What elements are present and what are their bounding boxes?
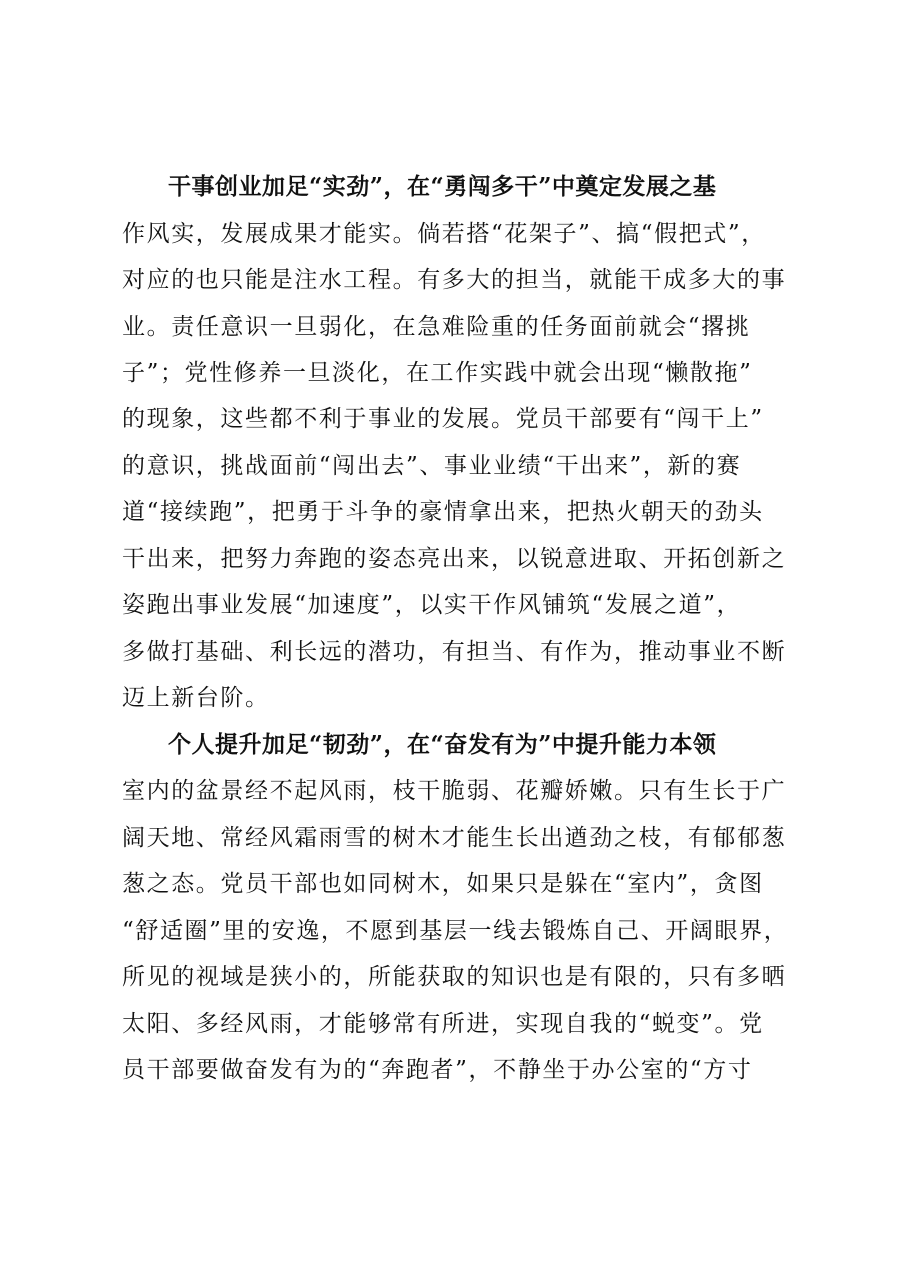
paragraph-line: “舒适圈”里的安逸，不愿到基层一线去锻炼自己、开阔眼界， <box>122 918 789 944</box>
paragraph-line: 多做打基础、利长远的潜功，有担当、有作为，推动事业不断 <box>122 639 787 665</box>
section-heading: 干事创业加足“实劲”，在“勇闯多干”中奠定发展之基 <box>168 173 717 200</box>
paragraph-line: 室内的盆景经不起风雨，枝干脆弱、花瓣娇嫩。只有生长于广 <box>122 778 787 804</box>
paragraph-line: 员干部要做奋发有为的“奔跑者”，不静坐于办公室的“方寸 <box>122 1057 753 1083</box>
paragraph-line: 所见的视域是狭小的，所能获取的知识也是有限的，只有多晒 <box>122 964 787 990</box>
paragraph-line: 道“接续跑”，把勇于斗争的豪情拿出来，把热火朝天的劲头 <box>122 499 764 525</box>
paragraph-line: 阔天地、常经风霜雨雪的树木才能生长出遒劲之枝，有郁郁葱 <box>122 825 787 851</box>
paragraph-line: 干出来，把努力奔跑的姿态亮出来，以锐意进取、开拓创新之 <box>122 546 787 572</box>
section-heading: 个人提升加足“韧劲”，在“奋发有为”中提升能力本领 <box>168 731 717 758</box>
paragraph-line: 迈上新台阶。 <box>122 685 270 711</box>
paragraph-line: 葱之态。党员干部也如同树木，如果只是躲在“室内”，贪图 <box>122 871 764 897</box>
paragraph-line: 姿跑出事业发展“加速度”，以实干作风铺筑“发展之道”， <box>122 592 742 618</box>
paragraph-line: 太阳、多经风雨，才能够常有所进，实现自我的“蜕变”。党 <box>122 1011 764 1037</box>
paragraph-line: 对应的也只能是注水工程。有多大的担当，就能干成多大的事 <box>122 267 787 293</box>
paragraph-line: 作风实，发展成果才能实。倘若搭“花架子”、搞“假把式”， <box>122 221 766 247</box>
paragraph-line: 的现象，这些都不利于事业的发展。党员干部要有“闯干上” <box>122 406 764 432</box>
paragraph-line: 业。责任意识一旦弱化，在急难险重的任务面前就会“撂挑 <box>122 314 751 340</box>
paragraph-line: 子”；党性修养一旦淡化，在工作实践中就会出现“懒散拖” <box>122 360 753 386</box>
paragraph-line: 的意识，挑战面前“闯出去”、事业业绩“干出来”，新的赛 <box>122 453 742 479</box>
